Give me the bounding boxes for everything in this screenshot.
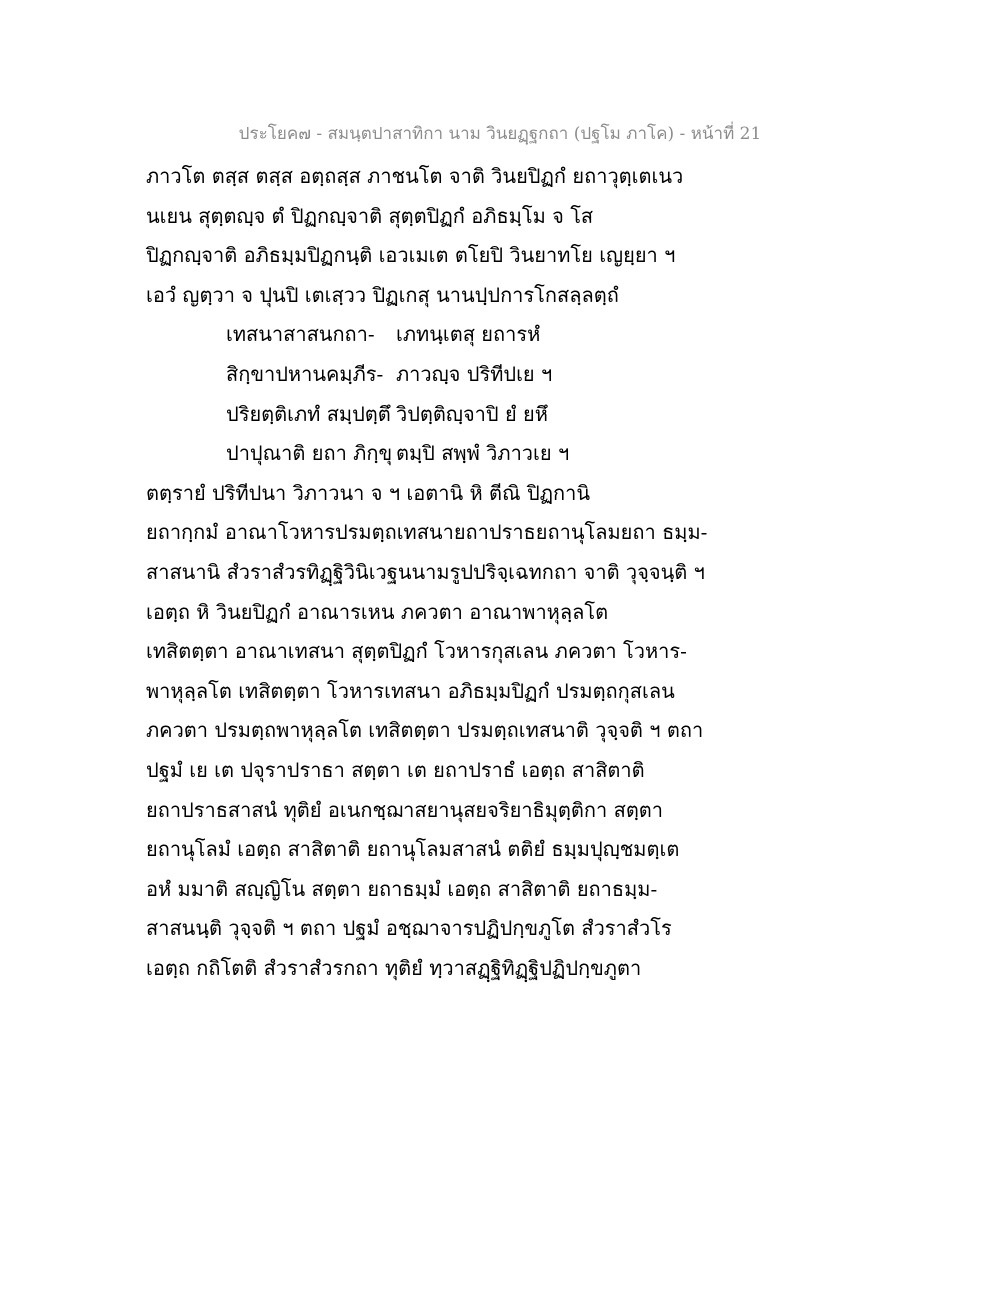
text-line: ยถานุโลมํ เอตฺถ สาสิตาติ ยถานุโลมสาสนํ ตติยํ ธมฺมปุญฺชมตฺเต <box>146 837 680 862</box>
text-line: เอวํ ญตฺวา จ ปุนปิ เตเสฺวว ปิฏเกสุ นานปฺปการโกสลฺลตฺถํ <box>146 282 619 307</box>
verse-first-half: ปาปุณาติ ยถา ภิกฺขุ <box>226 441 393 466</box>
text-line: สาสนานิ สํวราสํวรทิฏฺฐิวินิเวฐนนามรูปปริจฺเฉทกถา จาติ วุจฺจนฺติ ฯ <box>146 559 705 584</box>
text-line: ปฐมํ เย เต ปจุราปราธา สตฺตา เต ยถาปราธํ เอตฺถ สาสิตาติ <box>146 757 645 782</box>
verse-first-half: ปริยตฺติเภทํ สมฺปตฺตึ <box>226 401 391 426</box>
verse-line <box>146 396 706 436</box>
text-line: ปิฏกญฺจาติ อภิธมฺมปิฏกนฺติ เอวเมเต ตโยปิ วินยาทโย เญยฺยา ฯ <box>146 243 676 268</box>
verse-line <box>146 435 706 475</box>
text-line: ยถากฺกมํ อาณาโวหารปรมตฺถเทสนายถาปราธยถานุโลมยถา ธมฺม- <box>146 520 708 545</box>
text-line: เอตฺถ กถิโตติ สํวราสํวรกถา ทุติยํ ทฺวาสฏฺฐิทิฏฺฐิปฏิปกฺขภูตา <box>146 955 642 980</box>
text-line: พาหุลฺลโต เทสิตตฺตา โวหารเทสนา อภิธมฺมปิฏกํ ปรมตฺถกุสเลน <box>146 678 675 703</box>
running-header: ประโยค๗ - สมนฺตปาสาทิกา นาม วินยฏฺฐกถา (ปฐโม ภาโค) - หน้าที่ 21 <box>238 124 762 144</box>
verse-second-half: ตมฺปิ สพฺพํ วิภาวเย ฯ <box>396 441 570 466</box>
text-line: ภาวโต ตสฺส ตสฺส อตฺถสฺส ภาชนโต จาติ วินยปิฏกํ ยถาวุตฺเตเนว <box>146 164 684 188</box>
verse-second-half: เภทนฺเตสุ ยถารหํ <box>396 322 541 347</box>
verse-second-half: วิปตฺติญฺจาปิ ยํ ยหึ <box>396 401 548 426</box>
body-text <box>146 158 706 989</box>
text-line: ภควตา ปรมตฺถพาหุลฺลโต เทสิตตฺตา ปรมตฺถเทสนาติ วุจฺจติ ฯ ตถา <box>146 718 704 743</box>
text-line: เทสิตตฺตา อาณาเทสนา สุตฺตปิฏกํ โวหารกุสเลน ภควตา โวหาร- <box>146 639 687 664</box>
text-line: สาสนนฺติ วุจฺจติ ฯ ตถา ปฐมํ อชฺฌาจารปฏิปกฺขภูโต สํวราสํวโร <box>146 916 672 941</box>
text-line: ตตฺรายํ ปริทีปนา วิภาวนา จ ฯ เอตานิ หิ ตีณิ ปิฏกานิ <box>146 480 591 505</box>
verse-first-half: เทสนาสาสนกถา- <box>226 322 375 347</box>
text-line: นเยน สุตฺตญฺจ ตํ ปิฏกญฺจาติ สุตฺตปิฏกํ อภิธมฺโม จ โส <box>146 203 594 228</box>
verse-first-half: สิกฺขาปหานคมฺภีร- <box>226 361 384 386</box>
text-line: เอตฺถ หิ วินยปิฏกํ อาณารเหน ภควตา อาณาพาหุลฺลโต <box>146 599 609 624</box>
text-line: อหํ มมาติ สญฺญิโน สตฺตา ยถาธมฺมํ เอตฺถ สาสิตาติ ยถาธมฺม- <box>146 876 658 901</box>
verse-second-half: ภาวญฺจ ปริทีปเย ฯ <box>396 361 553 386</box>
verse-line <box>146 316 706 356</box>
text-line: ยถาปราธสาสนํ ทุติยํ อเนกชฺฌาสยานุสยจริยาธิมุตฺติกา สตฺตา <box>146 797 664 822</box>
verse-line <box>146 356 706 396</box>
